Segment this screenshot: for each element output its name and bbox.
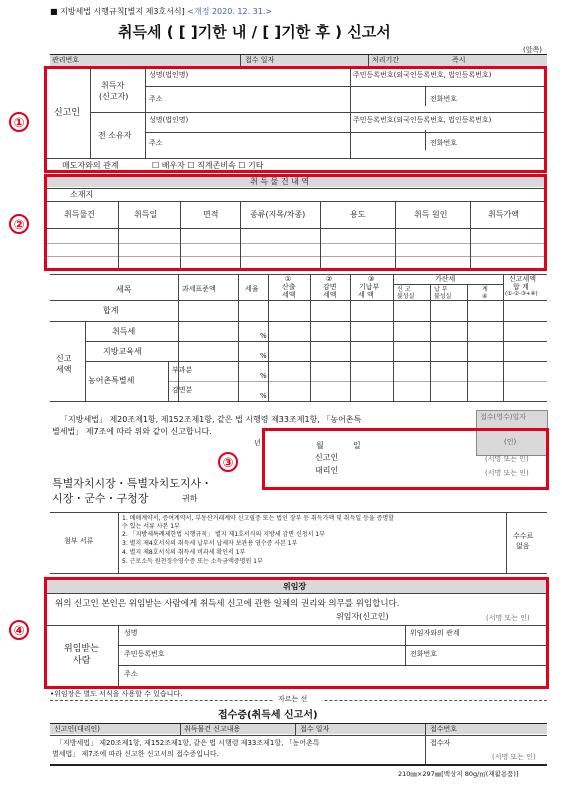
- delegator-sign: (서명 또는 인): [486, 614, 530, 622]
- location-label: 소재지: [70, 190, 94, 199]
- property-col-date: 취득일: [134, 210, 158, 219]
- form-reference: ■ 지방세법 시행규칙[별지 제3호서식] <개정 2020. 12. 31.>: [50, 7, 273, 16]
- tax-col-item: 세목: [116, 285, 132, 294]
- tax-col-c3: 기납부: [359, 283, 380, 291]
- recipient-relation-label: 위임자와의 관계: [410, 629, 460, 637]
- tax-row-rural: 농어촌특별세: [88, 376, 135, 385]
- tax-col-total2: 합 계: [513, 283, 529, 291]
- seller-relation-label: 매도자와의 관계: [62, 161, 119, 170]
- processing-period-label: 처리기간: [372, 56, 400, 64]
- receipt-no-label: 접수번호: [430, 725, 458, 733]
- receipt-content-label: 취득물건 신고내용: [184, 725, 241, 733]
- prev-owner-regno-label: 주민등록번호(외국인등록번호, 법인등록번호): [353, 116, 492, 124]
- tax-col-add3b: ④: [482, 293, 488, 300]
- marker-2: ②: [9, 214, 29, 234]
- delegator-label: 위임자(신고인): [336, 612, 389, 621]
- reporter-sign: (서명 또는 인): [485, 455, 529, 463]
- addressee-suffix: 귀하: [182, 494, 198, 503]
- receipt-date-label: 접수 일자: [300, 725, 330, 733]
- tax-col-c1-num: ①: [285, 275, 292, 283]
- property-col-use: 용도: [350, 210, 366, 219]
- marker-1: ①: [9, 112, 29, 132]
- attachment-5: 5. 근로소득 원천징수영수증 또는 소득금액증명원 1부: [122, 558, 263, 565]
- recipient-address-label: 주소: [124, 670, 138, 678]
- recipient-regno-label: 주민등록번호: [124, 650, 165, 658]
- receipt-text-2: 별세법」 제7조에 따라 신고한 신고서의 접수증입니다.: [52, 750, 219, 758]
- attachments-label: 첨부 서류: [64, 537, 94, 545]
- recipient-label: 위임받는: [64, 644, 99, 654]
- prev-owner-name-label: 성명(법인명): [149, 116, 189, 124]
- acquirer-name-label: 성명(법인명): [149, 71, 189, 79]
- property-col-price: 취득가액: [488, 210, 519, 219]
- receipt-text-1: 「지방세법」 제20조제1항, 제152조제1항, 같은 법 시행령 제33조제1항, 「농어촌특: [56, 739, 320, 747]
- addressee-line-1: 특별자치시장・특별자치도지사・: [52, 477, 213, 490]
- tax-col-c3b: 세 액: [358, 291, 374, 299]
- tax-col-addtax: 가산세: [435, 275, 456, 283]
- property-col-area: 면적: [203, 210, 219, 219]
- reporter-label: 신고인: [54, 108, 81, 118]
- declaration-agent: 대리인: [315, 466, 339, 475]
- rate-pct-2: %: [260, 352, 267, 360]
- tax-row-acquisition: 취득세: [112, 327, 136, 336]
- tax-col-c2b: 세액: [323, 291, 337, 299]
- tax-col-c2: 감면: [323, 283, 337, 291]
- marker-4: ④: [9, 620, 29, 640]
- fee-label: 수수료: [513, 532, 534, 540]
- acquirer-label: 취득자: [101, 81, 125, 90]
- form-title: 취득세 ( [ ]기한 내 / [ ]기한 후 ) 신고서: [118, 23, 391, 41]
- tax-col-add2: 납 부: [434, 286, 448, 293]
- previous-owner-label: 전 소유자: [98, 131, 132, 140]
- acquirer-address-label: 주소: [149, 95, 163, 103]
- delegation-text: 위의 신고인 본인은 위임받는 사람에게 취득세 신고에 관한 일체의 권리와 의무를 위임합니다.: [55, 599, 400, 609]
- tax-col-c2-num: ②: [326, 275, 333, 283]
- tax-col-base: 과세표준액: [182, 285, 216, 293]
- rate-pct-1: %: [260, 332, 267, 340]
- declaration-day: 일: [353, 441, 361, 450]
- tax-col-add2b: 불성실: [434, 293, 452, 300]
- declaration-text-2: 별세법」 제7조에 따라 위와 같이 신고합니다.: [52, 427, 212, 436]
- addressee-line-2: 시장・군수・구청장: [52, 492, 149, 505]
- declaration-text-1: 「지방세법」 제20조제1항, 제152조제1항, 같은 법 시행령 제33조제1항, 「농어촌특: [60, 415, 362, 424]
- tax-col-total3: (①-②-③+④): [505, 291, 538, 297]
- seller-relation-options[interactable]: ☐ 배우자 ☐ 직계존비속 ☐ 기타: [152, 161, 264, 170]
- fee-value: 없음: [516, 542, 530, 550]
- tax-row-rural-levied: 부과분: [172, 366, 193, 374]
- tax-row-education: 지방교육세: [103, 347, 142, 356]
- tax-col-total: 신고세액: [509, 275, 537, 283]
- receiver-sign: (서명 또는 인): [492, 753, 536, 761]
- receiver-label: 접수자: [430, 739, 451, 747]
- tax-col-add1b: 불성실: [397, 293, 415, 300]
- attachment-1b: 수 있는 서류 사본 1부: [122, 523, 180, 530]
- tax-col-add1: 신 고: [397, 286, 411, 293]
- tax-row-sum: 합계: [103, 306, 119, 315]
- acquirer-phone-label: 전화번호: [430, 95, 458, 103]
- processing-immediate: 즉시: [452, 56, 466, 64]
- acquirer-regno-label: 주민등록번호(외국인등록번호, 법인등록번호): [353, 71, 492, 79]
- declaration-reporter: 신고인: [315, 453, 339, 462]
- revision-date: <개정 2020. 12. 31.>: [187, 7, 273, 16]
- rate-pct-3: %: [260, 372, 267, 380]
- property-col-object: 취득물건: [64, 210, 95, 219]
- tax-side-label2: 세액: [56, 365, 72, 374]
- property-col-cause: 취득 원인: [414, 210, 448, 219]
- tax-col-c3-num: ③: [368, 275, 375, 283]
- tax-side-label: 신고: [56, 354, 72, 363]
- receipt-stamp-in: (인): [504, 438, 517, 446]
- rate-pct-4: %: [260, 392, 267, 400]
- management-number-label: 관리번호: [52, 56, 80, 64]
- property-title: 취 득 물 건 내 역: [250, 177, 310, 186]
- receipt-title: 접수증(취득세 신고서): [218, 710, 318, 721]
- receipt-reporter-label: 신고인(대리인): [54, 725, 101, 733]
- property-col-type: 종류(지목/차종): [250, 210, 306, 219]
- paper-spec-footer: 210㎜×297㎜[백상지 80g/㎡(재활용품)]: [398, 770, 519, 778]
- prev-owner-address-label: 주소: [149, 139, 163, 147]
- recipient-name-label: 성명: [124, 629, 138, 637]
- receipt-date-label: 접수 일자: [245, 56, 275, 64]
- tax-col-c1b: 세액: [282, 291, 296, 299]
- acquirer-sub-label: (신고자): [99, 92, 129, 101]
- delegation-title: 위임장: [283, 582, 307, 591]
- declaration-month: 월: [316, 441, 324, 450]
- receipt-stamp-label: 접수(영수)일자: [480, 413, 527, 421]
- tax-row-rural-exempt: 감면분: [172, 386, 193, 394]
- tax-col-c1: 산출: [282, 283, 296, 291]
- attachment-1: 1. 매매계약서, 증여계약서, 부동산거래계약 신고필증 또는 법인 장부 등 취득가액 및 취득일 등을 증명할: [122, 515, 394, 522]
- marker-3: ③: [218, 452, 238, 472]
- page-side: (앞쪽): [523, 46, 542, 54]
- declaration-year: 년: [254, 439, 261, 447]
- recipient-phone-label: 전화번호: [410, 650, 438, 658]
- delegation-note: •위임장은 별도 서식을 사용할 수 있습니다.: [50, 690, 183, 698]
- cut-line-label: 자르는 선: [278, 695, 308, 703]
- tax-col-add3: 계: [482, 286, 488, 293]
- attachment-3: 3. 별지 제4호서식의 취득세 납부서 납세자 보관용 영수증 사본 1부: [122, 540, 298, 547]
- agent-sign: (서명 또는 인): [485, 469, 529, 477]
- recipient-label-2: 사람: [73, 656, 91, 666]
- attachment-2: 2. 「지방세특례제한법 시행규칙」 별지 제1호서식의 지방세 감면 신청서 1부: [122, 531, 325, 538]
- tax-col-rate: 세율: [245, 285, 259, 293]
- prev-owner-phone-label: 전화번호: [430, 139, 458, 147]
- attachment-4: 4. 별지 제8호서식의 취득세 비과세 확인서 1부: [122, 549, 246, 556]
